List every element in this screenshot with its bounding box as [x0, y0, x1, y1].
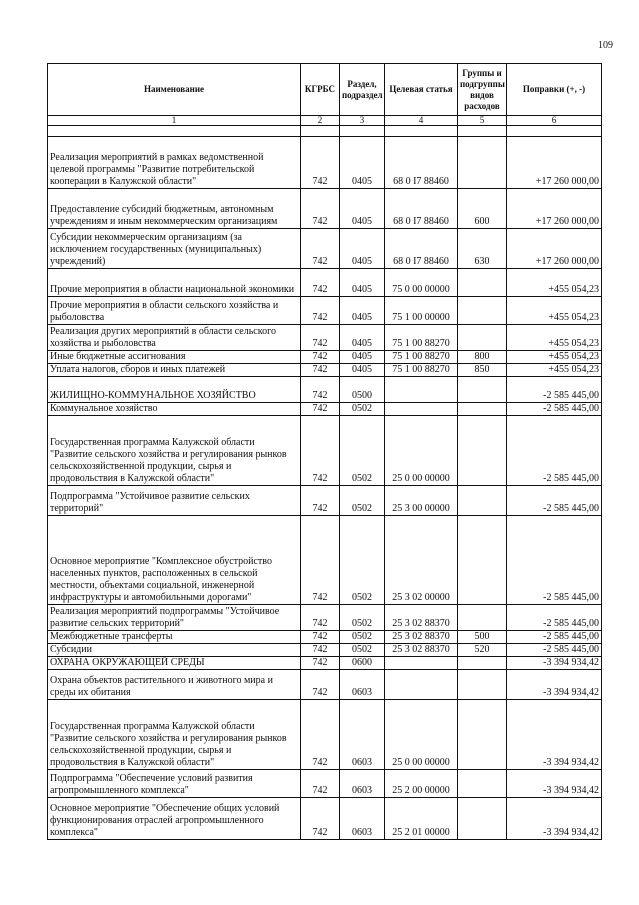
- row-amount: -2 585 445,00: [507, 486, 602, 516]
- col-header-razdel: Раздел, подраздел: [340, 64, 385, 116]
- row-amount: -3 394 934,42: [507, 670, 602, 700]
- row-grp: 630: [458, 229, 507, 269]
- row-amount: +455 054,23: [507, 269, 602, 297]
- row-name: Иные бюджетные ассигнования: [48, 351, 301, 364]
- row-grp: 500: [458, 631, 507, 644]
- row-stat: 75 0 00 00000: [385, 269, 458, 297]
- row-amount: -3 394 934,42: [507, 798, 602, 840]
- col-header-stat: Целевая статья: [385, 64, 458, 116]
- row-kgrbs: 742: [301, 351, 340, 364]
- page-number: 109: [598, 40, 613, 51]
- row-stat: [385, 657, 458, 670]
- table-row: [48, 269, 602, 297]
- row-grp: [458, 325, 507, 351]
- row-razdel: 0502: [340, 416, 385, 486]
- row-name: Субсидии: [48, 644, 301, 657]
- row-name: Подпрограмма "Устойчивое развитие сельских территорий": [48, 486, 301, 516]
- row-stat: 25 3 02 88370: [385, 605, 458, 631]
- row-name: Основное мероприятие "Обеспечение общих условий функционирования отраслей агропромышленного комплекса": [48, 798, 301, 840]
- row-kgrbs: 742: [301, 605, 340, 631]
- row-grp: [458, 605, 507, 631]
- row-name: ОХРАНА ОКРУЖАЮЩЕЙ СРЕДЫ: [48, 657, 301, 670]
- row-razdel: 0405: [340, 364, 385, 377]
- col-header-kgrbs: КГРБС: [301, 64, 340, 116]
- table-row: [48, 377, 602, 403]
- row-razdel: 0500: [340, 377, 385, 403]
- row-name: Межбюджетные трансферты: [48, 631, 301, 644]
- row-grp: 800: [458, 351, 507, 364]
- row-name: Подпрограмма "Обеспечение условий развития агропромышленного комплекса": [48, 770, 301, 798]
- row-razdel: 0405: [340, 269, 385, 297]
- row-stat: [385, 670, 458, 700]
- row-amount: +17 260 000,00: [507, 189, 602, 229]
- row-kgrbs: 742: [301, 325, 340, 351]
- table-row: [48, 644, 602, 657]
- row-grp: [458, 700, 507, 770]
- row-kgrbs: 742: [301, 377, 340, 403]
- row-amount: -3 394 934,42: [507, 657, 602, 670]
- row-name: Коммунальное хозяйство: [48, 403, 301, 416]
- row-razdel: 0502: [340, 403, 385, 416]
- col-num: 1: [48, 116, 301, 126]
- row-razdel: 0405: [340, 325, 385, 351]
- row-stat: 25 3 02 00000: [385, 516, 458, 605]
- row-name: Уплата налогов, сборов и иных платежей: [48, 364, 301, 377]
- row-kgrbs: 742: [301, 657, 340, 670]
- row-stat: 75 1 00 88270: [385, 325, 458, 351]
- row-name: Предоставление субсидий бюджетным, автономным учреждениям и иным некоммерческим организациям: [48, 189, 301, 229]
- table-row: [48, 403, 602, 416]
- row-grp: [458, 403, 507, 416]
- col-num: 3: [340, 116, 385, 126]
- row-name: Реализация других мероприятий в области сельского хозяйства и рыболовства: [48, 325, 301, 351]
- row-grp: [458, 137, 507, 189]
- table-row: [48, 229, 602, 269]
- col-header-name: Наименование: [48, 64, 301, 116]
- budget-table: [47, 63, 602, 840]
- row-razdel: 0405: [340, 297, 385, 325]
- row-stat: 68 0 I7 88460: [385, 137, 458, 189]
- row-razdel: 0603: [340, 700, 385, 770]
- table-row: [48, 137, 602, 189]
- row-grp: [458, 377, 507, 403]
- row-amount: +455 054,23: [507, 297, 602, 325]
- row-grp: [458, 670, 507, 700]
- row-grp: 850: [458, 364, 507, 377]
- row-kgrbs: 742: [301, 798, 340, 840]
- row-stat: 75 1 00 00000: [385, 297, 458, 325]
- row-stat: 68 0 I7 88460: [385, 189, 458, 229]
- table-row: [48, 297, 602, 325]
- row-grp: [458, 798, 507, 840]
- row-razdel: 0502: [340, 516, 385, 605]
- row-kgrbs: 742: [301, 416, 340, 486]
- row-amount: -2 585 445,00: [507, 631, 602, 644]
- row-name: Охрана объектов растительного и животного мира и среды их обитания: [48, 670, 301, 700]
- row-razdel: 0502: [340, 486, 385, 516]
- table-row: [48, 364, 602, 377]
- row-kgrbs: 742: [301, 486, 340, 516]
- row-amount: +455 054,23: [507, 325, 602, 351]
- row-stat: 25 2 01 00000: [385, 798, 458, 840]
- row-stat: 25 3 02 88370: [385, 631, 458, 644]
- table-row: [48, 657, 602, 670]
- table-row: [48, 486, 602, 516]
- row-amount: +455 054,23: [507, 351, 602, 364]
- row-grp: [458, 486, 507, 516]
- table-row: [48, 798, 602, 840]
- row-name: Реализация мероприятий подпрограммы "Устойчивое развитие сельских территорий": [48, 605, 301, 631]
- table-row: [48, 325, 602, 351]
- row-razdel: 0405: [340, 137, 385, 189]
- col-header-groups: Группы и подгруппы видов расходов: [458, 64, 507, 116]
- row-stat: 68 0 I7 88460: [385, 229, 458, 269]
- row-kgrbs: 742: [301, 297, 340, 325]
- col-num: 2: [301, 116, 340, 126]
- row-razdel: 0600: [340, 657, 385, 670]
- row-razdel: 0502: [340, 605, 385, 631]
- row-amount: -2 585 445,00: [507, 644, 602, 657]
- row-kgrbs: 742: [301, 229, 340, 269]
- row-grp: [458, 416, 507, 486]
- row-amount: +17 260 000,00: [507, 137, 602, 189]
- row-name: Прочие мероприятия в области национальной экономики: [48, 269, 301, 297]
- row-name: Субсидии некоммерческим организациям (за исключением государственных (муниципальных) учреждений): [48, 229, 301, 269]
- row-name: Реализация мероприятий в рамках ведомственной целевой программы "Развитие потребительской кооперации в Калужской области": [48, 137, 301, 189]
- row-stat: 75 1 00 88270: [385, 364, 458, 377]
- row-razdel: 0603: [340, 670, 385, 700]
- row-kgrbs: 742: [301, 364, 340, 377]
- row-amount: -2 585 445,00: [507, 416, 602, 486]
- row-amount: -2 585 445,00: [507, 377, 602, 403]
- row-kgrbs: 742: [301, 189, 340, 229]
- row-amount: -2 585 445,00: [507, 516, 602, 605]
- table-row: [48, 516, 602, 605]
- row-stat: 25 3 02 88370: [385, 644, 458, 657]
- row-kgrbs: 742: [301, 770, 340, 798]
- row-kgrbs: 742: [301, 644, 340, 657]
- table-row: [48, 416, 602, 486]
- row-kgrbs: 742: [301, 670, 340, 700]
- row-stat: 25 2 00 00000: [385, 770, 458, 798]
- row-razdel: 0603: [340, 798, 385, 840]
- table-row: [48, 670, 602, 700]
- row-grp: [458, 657, 507, 670]
- row-razdel: 0502: [340, 644, 385, 657]
- row-name: Прочие мероприятия в области сельского хозяйства и рыболовства: [48, 297, 301, 325]
- row-kgrbs: 742: [301, 516, 340, 605]
- row-razdel: 0502: [340, 631, 385, 644]
- row-stat: 25 3 00 00000: [385, 486, 458, 516]
- table-row: [48, 605, 602, 631]
- row-amount: -2 585 445,00: [507, 403, 602, 416]
- row-name: Государственная программа Калужской области "Развитие сельского хозяйства и регулирования рынков сельскохозяйственной продукции, сырья и продовольствия в Калужской области": [48, 416, 301, 486]
- row-grp: 600: [458, 189, 507, 229]
- row-name: Основное мероприятие "Комплексное обустройство населенных пунктов, расположенных в сельской местности, объектами социальной, инженерной инфраструктуры и автомобильными дорогами": [48, 516, 301, 605]
- row-stat: [385, 377, 458, 403]
- row-stat: [385, 403, 458, 416]
- row-amount: +455 054,23: [507, 364, 602, 377]
- row-amount: +17 260 000,00: [507, 229, 602, 269]
- row-stat: 25 0 00 00000: [385, 416, 458, 486]
- row-grp: [458, 297, 507, 325]
- row-stat: 25 0 00 00000: [385, 700, 458, 770]
- table-row: [48, 351, 602, 364]
- row-razdel: 0405: [340, 229, 385, 269]
- row-kgrbs: 742: [301, 700, 340, 770]
- row-stat: 75 1 00 88270: [385, 351, 458, 364]
- table-row: [48, 700, 602, 770]
- table-row: [48, 770, 602, 798]
- row-kgrbs: 742: [301, 631, 340, 644]
- row-grp: [458, 269, 507, 297]
- row-kgrbs: 742: [301, 269, 340, 297]
- row-razdel: 0405: [340, 351, 385, 364]
- row-amount: -2 585 445,00: [507, 605, 602, 631]
- row-razdel: 0405: [340, 189, 385, 229]
- row-grp: [458, 516, 507, 605]
- row-razdel: 0603: [340, 770, 385, 798]
- row-grp: 520: [458, 644, 507, 657]
- row-grp: [458, 770, 507, 798]
- column-number-row: [48, 116, 602, 126]
- table-row: [48, 189, 602, 229]
- header-row: [48, 64, 602, 116]
- col-num: 4: [385, 116, 458, 126]
- row-amount: -3 394 934,42: [507, 770, 602, 798]
- row-name: ЖИЛИЩНО-КОММУНАЛЬНОЕ ХОЗЯЙСТВО: [48, 377, 301, 403]
- table-row: [48, 631, 602, 644]
- col-num: 5: [458, 116, 507, 126]
- row-kgrbs: 742: [301, 137, 340, 189]
- col-num: 6: [507, 116, 602, 126]
- row-kgrbs: 742: [301, 403, 340, 416]
- col-header-amendments: Поправки (+, -): [507, 64, 602, 116]
- row-name: Государственная программа Калужской области "Развитие сельского хозяйства и регулирования рынков сельскохозяйственной продукции, сырья и продовольствия в Калужской области": [48, 700, 301, 770]
- row-amount: -3 394 934,42: [507, 700, 602, 770]
